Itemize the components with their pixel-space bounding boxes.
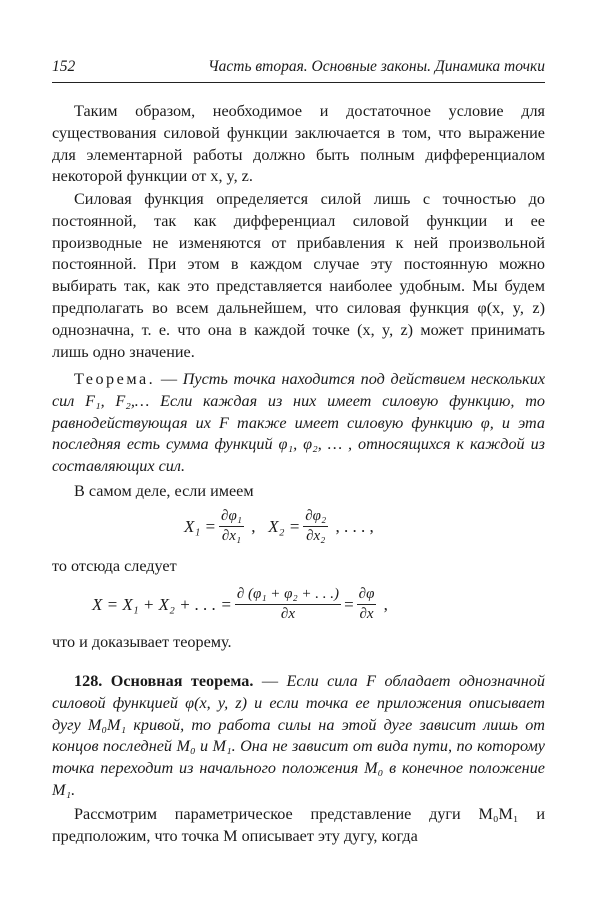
paragraph-4-block xyxy=(52,556,545,578)
paragraph-2-block xyxy=(52,189,545,363)
section-128-body: Если сила F обладает однозначной силовой функцией φ(x, y, z) и если точка ее приложения описывает дугу M₀M₁ кривой, то работа силы на этой дуге зависит лишь от концов последней M₀ и M₁. Она не зависит от вида пути, по которому точка переходит из начального положения M₀ в конечное положение M₁. xyxy=(52,672,545,799)
running-title: Часть вторая. Основные законы. Динамика точки xyxy=(207,58,545,75)
formula2-lhs: X = X₁ + X₂ + . . . = xyxy=(92,594,232,614)
formula1-numerator-2: ∂φ₂ xyxy=(303,508,328,527)
book-page xyxy=(52,58,545,845)
section-128-block xyxy=(52,671,545,802)
paragraph-1: Таким образом, необходимое и достаточное условие для существования силовой функции заключается в том, что выражение для элементарной работы должно быть полным дифференциалом некоторой функции от x, y, z. xyxy=(52,102,545,186)
formula2-denominator-2: ∂x xyxy=(359,606,374,622)
formula1-denominator-1: ∂x₁ xyxy=(221,528,242,544)
theorem-label: Теорема. xyxy=(74,370,156,388)
theorem-body: Пусть точка находится под действием нескольких сил F₁, F₂,… Если каждая из них имеет силовую функцию, то равнодействующая их F также имеет силовую функцию φ, и эта последняя есть сумма функций φ₁, φ₂, … , относящихся к каждой из составляющих сил. xyxy=(52,370,545,476)
paragraph-5-block xyxy=(52,632,545,654)
paragraph-2: Силовая функция определяется силой лишь с точностью до постоянной, так как дифференциал силовой функции и ее производные не изменяются от прибавления к ней произвольной постоянной. При этом в каждом случае эту постоянную можно выбирать так, как это представляется наиболее удобным. Мы будем предполагать во всем дальнейшем, что силовая функция φ(x, y, z) однозначна, т. е. что она в каждой точке (x, y, z) может принимать лишь одно значение. xyxy=(52,190,545,361)
section-128-dash: — xyxy=(253,672,287,690)
paragraph-4: то отсюда следует xyxy=(52,557,177,575)
paragraph-3: В самом деле, если имеем xyxy=(74,482,254,500)
formula-partials xyxy=(184,508,374,545)
paragraph-3-block xyxy=(52,481,545,503)
formula1-denominator-2: ∂x₂ xyxy=(306,528,326,544)
formula2-numerator-2: ∂φ xyxy=(357,586,377,605)
running-header xyxy=(52,58,545,83)
formula2-fraction-2 xyxy=(357,586,377,623)
theorem-dash: — xyxy=(155,370,183,388)
paragraph-1-block xyxy=(52,101,545,188)
paragraph-6: Рассмотрим параметрическое представление дуги M₀M₁ и предположим, что точка M описывает эту дугу, когда xyxy=(52,805,545,845)
section-128-paragraph xyxy=(52,671,545,802)
formula1-tail: , . . . , xyxy=(331,516,374,536)
page-number: 152 xyxy=(52,58,76,75)
paragraph-6-block xyxy=(52,804,545,848)
formula2-fraction-1 xyxy=(235,586,341,623)
formula2-numerator-1: ∂ (φ₁ + φ₂ + . . .) xyxy=(235,586,341,605)
formula-sum xyxy=(92,586,388,623)
formula1-fraction-2 xyxy=(303,508,328,545)
formula1-lhs2: X₂ = xyxy=(268,516,301,536)
section-128-heading: 128. Основная теорема. xyxy=(74,672,254,690)
formula1-lhs1: X₁ = xyxy=(184,516,217,536)
formula1-separator: , xyxy=(246,516,269,536)
formula2-denominator-1: ∂x xyxy=(280,606,295,622)
paragraph-5: что и доказывает теорему. xyxy=(52,633,232,651)
formula1-fraction-1 xyxy=(219,508,244,545)
formula2-tail: , xyxy=(379,594,388,614)
theorem-block xyxy=(52,369,545,478)
formula1-numerator-1: ∂φ₁ xyxy=(219,508,244,527)
formula2-equals: = xyxy=(344,594,354,614)
theorem-paragraph xyxy=(52,369,545,478)
